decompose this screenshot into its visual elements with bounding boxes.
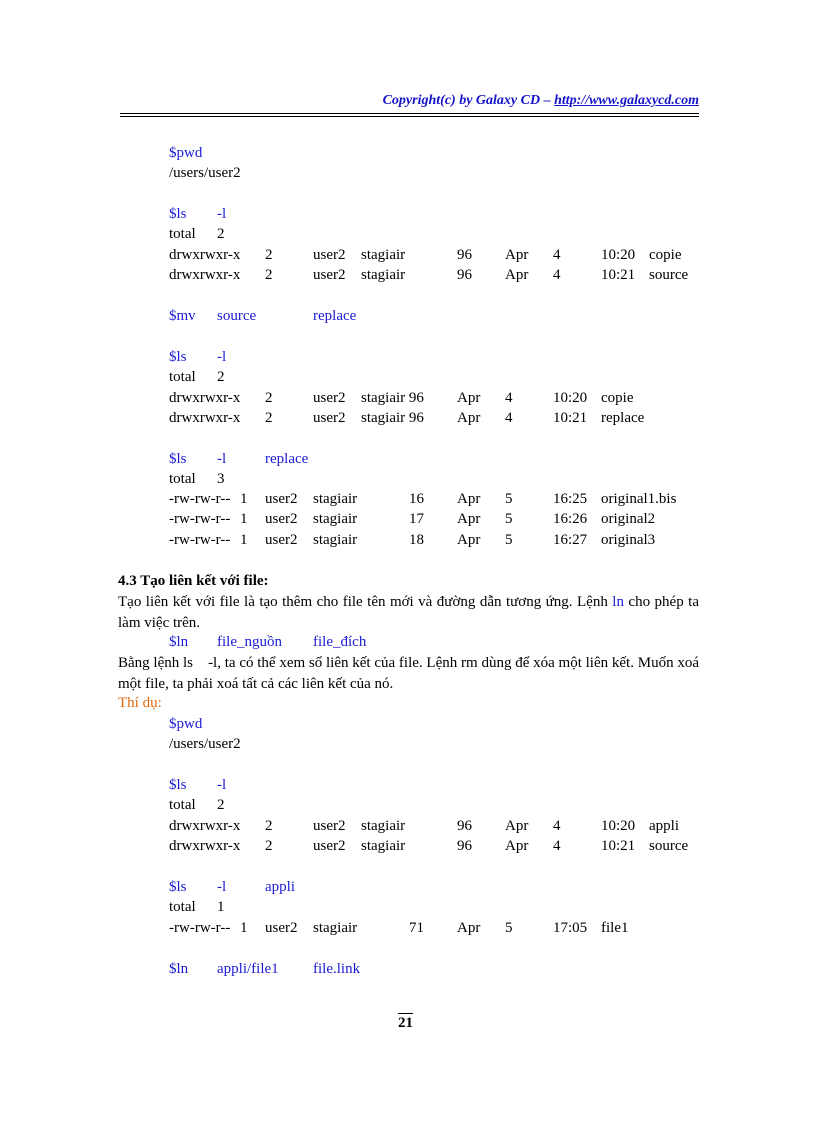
command-option: -l — [217, 451, 227, 467]
time: 16:27 — [553, 532, 588, 548]
perm: -rw-rw-r-- — [169, 920, 231, 936]
command-arg: appli/file1 — [217, 961, 279, 977]
time: 16:25 — [553, 491, 588, 507]
group: stagiair — [361, 818, 406, 834]
month: Apr — [457, 410, 481, 426]
day: 4 — [553, 267, 561, 283]
total-label: total — [169, 471, 196, 487]
owner: user2 — [313, 247, 346, 263]
month: Apr — [505, 247, 529, 263]
group-size: stagiair 96 — [361, 390, 424, 406]
links: 2 — [265, 410, 273, 426]
time: 16:26 — [553, 511, 588, 527]
filename: file1 — [601, 920, 629, 936]
paragraph-text: cho phép ta làm việc trên. — [118, 594, 700, 631]
command-arg: source — [217, 308, 257, 324]
command-output: /users/user2 — [169, 736, 241, 752]
inline-command: ln — [612, 594, 624, 610]
day: 5 — [505, 920, 513, 936]
day: 5 — [505, 511, 513, 527]
size: 18 — [409, 532, 424, 548]
perm: -rw-rw-r-- — [169, 532, 231, 548]
links: 2 — [265, 838, 273, 854]
owner: user2 — [313, 410, 346, 426]
owner: user2 — [313, 838, 346, 854]
header-rule-thin — [120, 116, 699, 117]
day: 5 — [505, 491, 513, 507]
example-label: Thí dụ: — [118, 695, 162, 711]
command: $ln — [169, 961, 189, 977]
month: Apr — [457, 920, 481, 936]
group: stagiair — [313, 532, 358, 548]
group: stagiair — [361, 267, 406, 283]
month: Apr — [505, 838, 529, 854]
command-arg: file_đích — [313, 634, 367, 650]
group: stagiair — [313, 511, 358, 527]
perm: drwxrwxr-x — [169, 390, 241, 406]
time: 10:20 — [601, 818, 636, 834]
month: Apr — [457, 511, 481, 527]
command-option: -l — [217, 879, 227, 895]
total-label: total — [169, 899, 196, 915]
total-label: total — [169, 797, 196, 813]
links: 1 — [240, 532, 248, 548]
command: $pwd — [169, 145, 203, 161]
month: Apr — [505, 818, 529, 834]
filename: replace — [601, 410, 645, 426]
command: $ln — [169, 634, 189, 650]
group: stagiair — [313, 491, 358, 507]
filename: copie — [601, 390, 634, 406]
time: 10:20 — [553, 390, 588, 406]
group: stagiair — [361, 247, 406, 263]
links: 2 — [265, 267, 273, 283]
command-option: -l — [217, 777, 227, 793]
total-label: total — [169, 226, 196, 242]
filename: appli — [649, 818, 679, 834]
links: 2 — [265, 247, 273, 263]
filename: source — [649, 267, 689, 283]
owner: user2 — [313, 390, 346, 406]
command: $ls — [169, 206, 187, 222]
links: 1 — [240, 511, 248, 527]
day: 5 — [505, 532, 513, 548]
command-option: -l — [217, 206, 227, 222]
command: $ls — [169, 451, 187, 467]
perm: drwxrwxr-x — [169, 247, 241, 263]
day: 4 — [505, 390, 513, 406]
size: 71 — [409, 920, 424, 936]
filename: original1.bis — [601, 491, 677, 507]
month: Apr — [457, 491, 481, 507]
page-number: 21 — [398, 1015, 413, 1031]
links: 1 — [240, 491, 248, 507]
command-option: -l — [217, 349, 227, 365]
time: 10:21 — [553, 410, 588, 426]
size: 96 — [457, 838, 472, 854]
size: 17 — [409, 511, 424, 527]
paragraph-text: Tạo liên kết với file là tạo thêm cho file tên mới và đường dẫn tương ứng. Lệnh — [118, 594, 613, 610]
month: Apr — [457, 390, 481, 406]
perm: -rw-rw-r-- — [169, 491, 231, 507]
links: 1 — [240, 920, 248, 936]
command: $mv — [169, 308, 196, 324]
perm: -rw-rw-r-- — [169, 511, 231, 527]
total-value: 2 — [217, 797, 225, 813]
owner: user2 — [265, 920, 298, 936]
day: 4 — [505, 410, 513, 426]
time: 17:05 — [553, 920, 588, 936]
total-value: 3 — [217, 471, 225, 487]
filename: copie — [649, 247, 682, 263]
website-link[interactable]: http://www.galaxycd.com — [554, 93, 699, 108]
total-label: total — [169, 369, 196, 385]
month: Apr — [505, 267, 529, 283]
size: 96 — [457, 267, 472, 283]
section-heading: 4.3 Tạo liên kết với file: — [118, 573, 269, 589]
links: 2 — [265, 818, 273, 834]
command: $ls — [169, 879, 187, 895]
total-value: 2 — [217, 226, 225, 242]
command: $pwd — [169, 716, 203, 732]
size: 96 — [457, 247, 472, 263]
filename: original2 — [601, 511, 656, 527]
filename: original3 — [601, 532, 656, 548]
command: $ls — [169, 777, 187, 793]
group: stagiair — [313, 920, 358, 936]
command-arg: file_nguồn — [217, 634, 282, 650]
command-output: /users/user2 — [169, 165, 241, 181]
copyright-text: Copyright(c) by Galaxy CD – — [382, 93, 555, 108]
command-arg: replace — [265, 451, 309, 467]
command-arg: replace — [313, 308, 357, 324]
size: 16 — [409, 491, 424, 507]
month: Apr — [457, 532, 481, 548]
group: stagiair — [361, 838, 406, 854]
command: $ls — [169, 349, 187, 365]
owner: user2 — [313, 818, 346, 834]
time: 10:21 — [601, 838, 636, 854]
perm: drwxrwxr-x — [169, 267, 241, 283]
owner: user2 — [265, 511, 298, 527]
time: 10:21 — [601, 267, 636, 283]
size: 96 — [457, 818, 472, 834]
paragraph: Bằng lệnh ls -l, ta có thể xem số liên kết của file. Lệnh rm dùng để xóa một liên kết. Muốn xoá một file, ta phải xoá tất cả các liên kết của nó. — [118, 655, 703, 692]
links: 2 — [265, 390, 273, 406]
perm: drwxrwxr-x — [169, 410, 241, 426]
day: 4 — [553, 838, 561, 854]
owner: user2 — [265, 491, 298, 507]
owner: user2 — [313, 267, 346, 283]
perm: drwxrwxr-x — [169, 838, 241, 854]
command-arg: file.link — [313, 961, 361, 977]
perm: drwxrwxr-x — [169, 818, 241, 834]
group-size: stagiair 96 — [361, 410, 424, 426]
paragraph — [118, 592, 699, 634]
header-rule — [120, 113, 699, 114]
total-value: 1 — [217, 899, 225, 915]
owner: user2 — [265, 532, 298, 548]
day: 4 — [553, 247, 561, 263]
page-header — [120, 93, 699, 109]
time: 10:20 — [601, 247, 636, 263]
total-value: 2 — [217, 369, 225, 385]
command-arg: appli — [265, 879, 295, 895]
day: 4 — [553, 818, 561, 834]
filename: source — [649, 838, 689, 854]
